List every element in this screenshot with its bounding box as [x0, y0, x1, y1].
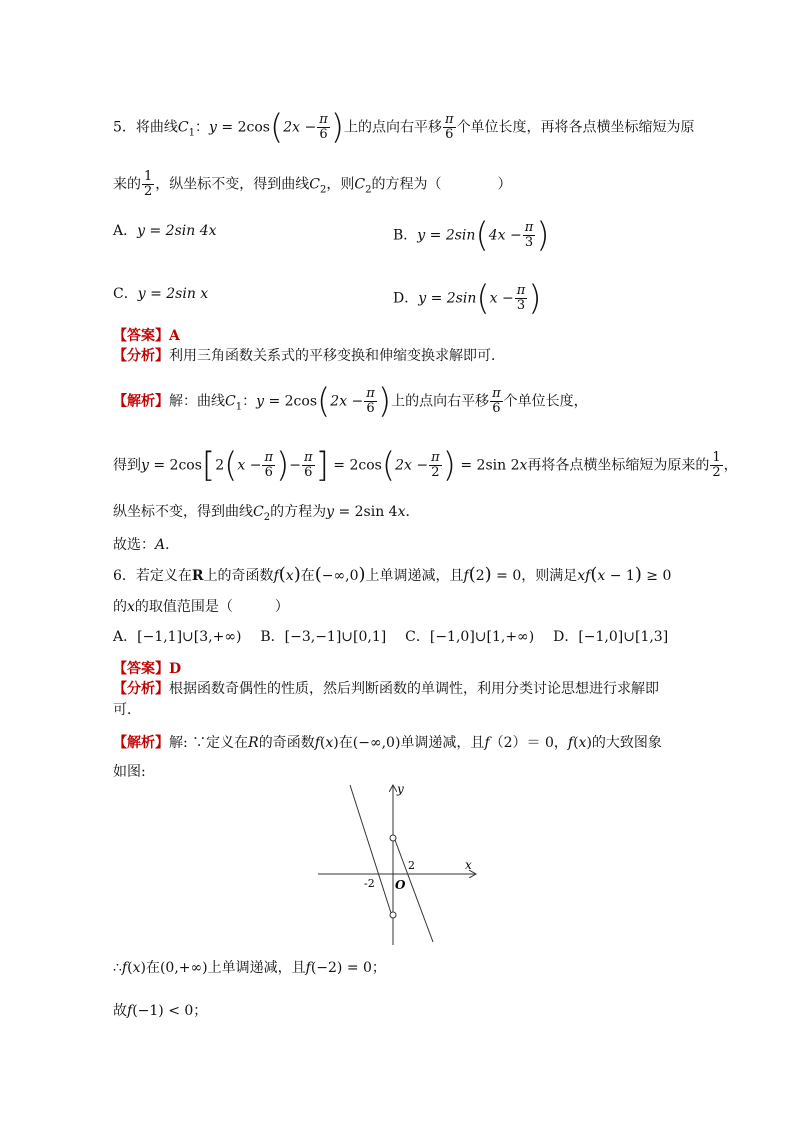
solution-text: 纵坐标不变，得到曲线 [113, 504, 253, 520]
option-label: A． [113, 223, 138, 239]
q6-analysis-line1 [113, 679, 659, 699]
option-expr: 4x − [488, 227, 522, 244]
answer-tag: 【答案】 [113, 328, 169, 344]
graph-label-neg2: -2 [364, 877, 375, 890]
q6-text: 的 [113, 599, 127, 615]
fraction: $\frac{\pi}{2}$ [431, 450, 440, 480]
q5-text: 上的点向右平移 [344, 119, 443, 136]
fraction: $\frac{\pi}{6}$ [319, 112, 328, 142]
analysis-tag: 【分析】 [113, 681, 169, 697]
graph-label-2: 2 [408, 859, 415, 872]
q6-solution-line3: ∴f(x)在(0,+∞)上单调递减，且f(−2) = 0； [113, 960, 386, 976]
q5-analysis [113, 346, 505, 366]
solution-text: ∴ [113, 960, 122, 976]
solution-text: 上的点向右平移 [391, 393, 490, 410]
q6-option-c[interactable] [405, 629, 534, 645]
graph-label-y: y [397, 782, 404, 796]
open-point-upper [390, 835, 396, 841]
option-label: C． [405, 629, 430, 645]
option-expr: [−1,0]∪[1,+∞) [429, 629, 535, 645]
q5-text: 个单位长度，再将各点横坐标缩短为原 [456, 119, 695, 136]
analysis-text: 利用三角函数关系式的平移变换和伸缩变换求解即可． [169, 348, 505, 364]
q6-text: 上单调递减，且 [365, 568, 464, 584]
solution-text: 再将各点横坐标缩短为原来的 [527, 457, 710, 474]
q5-stem-line2: 来的 $\frac{1}{2}$ ，纵坐标不变，得到曲线$C_2$，则$C_2$的方程为（ ） [113, 169, 512, 199]
fraction: $\frac{1}{2}$ [144, 169, 153, 199]
fraction: $\frac{\pi}{6}$ [264, 450, 274, 480]
q5-option-d[interactable]: D．y = 2sin(x − $\frac{\pi}{3}$ ) [393, 278, 542, 319]
option-expr: y = 2sin x [137, 286, 209, 302]
q6-stem-line2: 的x的取值范围是（ ） [113, 599, 289, 615]
q5-choose [113, 535, 179, 555]
q5-text: 的方程为（ ） [371, 176, 512, 193]
q6-option-a[interactable] [113, 629, 241, 645]
analysis-text: 根据函数奇偶性的性质，然后判断函数的单调性，利用分类讨论思想进行求解即 [169, 681, 659, 697]
q6-solution-line1: 【解析】解: ∵定义在R的奇函数f(x)在(−∞,0)单调递减，且f（2）＝ 0，f(x)的大致图象 [113, 735, 662, 751]
graph-label-origin: O [395, 878, 406, 892]
solution-text: 如图: [113, 764, 146, 780]
q5-text: 5．将曲线 [113, 119, 178, 136]
q5-text: ，纵坐标不变，得到曲线 [155, 176, 310, 193]
option-label: A． [113, 629, 138, 645]
solution-text: 故选： [113, 537, 155, 553]
option-expr: y = 2sin [418, 290, 477, 307]
q6-analysis-line2 [113, 700, 141, 720]
solution-text: 的奇函数 [258, 735, 315, 751]
q5-stem-line1: 5．将曲线$C_1$：y = 2cos(2x − $\frac{\pi}{6}$ )上的点向右平移 $\frac{\pi}{6}$ 个单位长度，再将各点横坐标缩短为原 [113, 107, 695, 148]
solution-text: ； [193, 1003, 208, 1019]
fraction: $\frac{\pi}{3}$ [524, 220, 534, 250]
q5-text: 来的 [113, 176, 141, 193]
option-label: B． [260, 629, 285, 645]
q5-text: ，则 [326, 176, 355, 193]
function-graph [315, 780, 485, 950]
fraction: $\frac{\pi}{6}$ [304, 450, 313, 480]
option-expr: y = 2sin 4x [137, 223, 217, 239]
option-expr: y = 2sin [417, 227, 476, 244]
solution-text: 单调递减，且 [400, 735, 485, 751]
q6-solution-line2 [113, 762, 146, 782]
q5-solution-line3: 纵坐标不变，得到曲线$C_2$的方程为y = 2sin 4x． [113, 504, 420, 523]
solution-text: ． [165, 537, 180, 553]
q5-option-c[interactable] [113, 284, 208, 304]
analysis-tag: 【分析】 [113, 348, 169, 364]
q5-option-a[interactable] [113, 221, 217, 241]
solution-text: 的大致图象 [591, 735, 662, 751]
fraction: $\frac{\pi}{3}$ [516, 283, 526, 313]
solution-text: 在 [145, 960, 160, 976]
solution-text: 解: ∵定义在 [169, 735, 249, 751]
answer-value: D [169, 661, 182, 677]
solution-text: （2）＝ 0， [489, 735, 568, 751]
q6-options [113, 627, 668, 647]
solution-text: ． [405, 504, 420, 520]
q6-text: 上的奇函数 [203, 568, 274, 584]
solution-text: 得到 [113, 457, 141, 474]
option-label: D． [393, 290, 419, 307]
option-label: C． [113, 286, 138, 302]
choose-answer: A [155, 537, 166, 553]
q6-text: 6．若定义在 [113, 568, 192, 584]
option-label: B． [393, 227, 418, 244]
option-expr: [−1,0]∪[1,3] [578, 629, 669, 645]
q5-solution-line1: 【解析】解：曲线$C_1$：y = 2cos(2x − $\frac{\pi}{6}$ )上的点向右平移 $\frac{\pi}{6}$ 个单位长度， [113, 381, 588, 422]
analysis-text: 可． [113, 702, 141, 718]
answer-value: A [169, 328, 180, 344]
solution-text: 故 [113, 1003, 127, 1019]
q6-text: 在 [300, 568, 315, 584]
option-expr: [−3,−1]∪[0,1] [284, 629, 387, 645]
q5-answer [113, 326, 180, 346]
q6-text: R [191, 568, 204, 584]
solution-text: 上单调递减，且 [207, 960, 306, 976]
q6-solution-line4: 故f(−1) < 0； [113, 1003, 208, 1019]
fraction: $\frac{\pi}{6}$ [492, 386, 501, 416]
solution-text: ， [723, 457, 738, 474]
fraction: $\frac{1}{2}$ [712, 450, 721, 480]
graph-left-branch [350, 785, 391, 913]
q5-solution-line2: 得到y = 2cos[2(x − $\frac{\pi}{6}$ )− $\frac{\pi}{6}$ ] = 2cos(2x − $\frac{\pi}{2}$ ) = 2sin 2x再将各点横坐标缩短为原来的 $\frac{1}{2}$ ， [113, 445, 738, 486]
solution-text: 在 [338, 735, 353, 751]
graph-label-x: x [465, 858, 472, 872]
answer-tag: 【答案】 [113, 661, 169, 677]
option-expr: x − [489, 290, 514, 307]
open-point-lower [390, 912, 396, 918]
fraction: $\frac{\pi}{6}$ [366, 386, 375, 416]
solution-text: 的方程为 [270, 504, 327, 520]
fraction: $\frac{\pi}{6}$ [445, 112, 454, 142]
solution-tag: 【解析】 [113, 393, 169, 410]
q6-option-b[interactable] [260, 629, 386, 645]
solution-tag: 【解析】 [113, 735, 169, 751]
q6-answer [113, 659, 181, 679]
q6-text: ，则满足 [521, 568, 578, 584]
q5-option-b[interactable]: B．y = 2sin(4x − $\frac{\pi}{3}$ ) [393, 215, 550, 256]
q6-stem-line1: 6．若定义在R上的奇函数f(x)在(−∞,0)上单调递减，且f(2) = 0，则满足xf(x − 1) ≥ 0 [113, 564, 672, 585]
solution-text: 个单位长度， [503, 393, 588, 410]
option-expr: [−1,1]∪[3,+∞) [137, 629, 242, 645]
q6-option-d[interactable] [553, 629, 668, 645]
solution-text: 解：曲线 [169, 393, 225, 410]
option-label: D． [553, 629, 579, 645]
q6-text: 的取值范围是（ ） [134, 599, 289, 615]
